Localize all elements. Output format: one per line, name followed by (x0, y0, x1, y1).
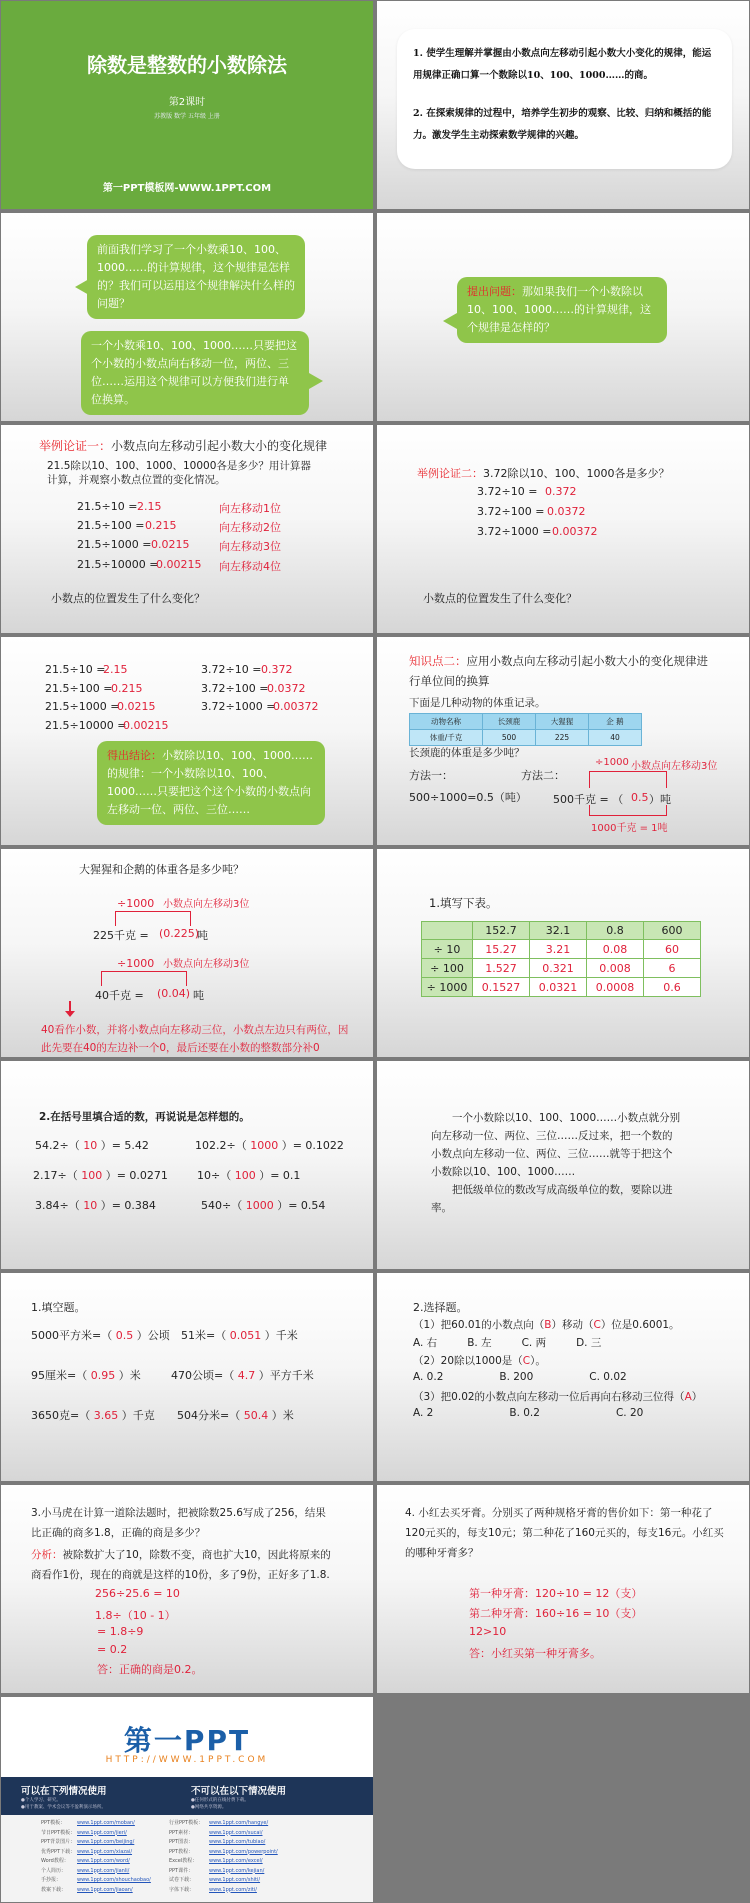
item-text: 10÷（ (197, 1169, 232, 1182)
slide-question (377, 213, 749, 421)
item-text: 5000平方米=（ (31, 1329, 113, 1342)
item-answer: 1000 (250, 1139, 279, 1152)
brackets-title: 2.在括号里填合适的数，再说说是怎样想的。 (39, 1111, 250, 1123)
table-cell: 3.21 (530, 940, 587, 959)
eq-21-5-div-10000-result: 0.00215 (156, 558, 202, 571)
footer-link-label: Word教程： (41, 1858, 69, 1864)
conc-right-3-result: 0.00372 (273, 700, 319, 713)
item-answer: 4.7 (237, 1369, 256, 1382)
disallowed-title: 不可以在以下情况使用 (191, 1786, 287, 1797)
slide-quotient-problem (1, 1485, 373, 1693)
eq-21-5-div-1000-result: 0.0215 (151, 538, 190, 551)
fill-blanks-title: 1.填空题。 (31, 1301, 86, 1314)
table-cell: 0.0321 (530, 978, 587, 997)
link-row (41, 1848, 361, 1858)
footer-link[interactable]: www.1ppt.com/ziti/ (209, 1886, 257, 1893)
option: C. 两 (521, 1337, 547, 1349)
table-cell: 60 (644, 940, 701, 959)
analysis-tag: 分析： (31, 1549, 63, 1561)
footer-link[interactable]: www.1ppt.com/sucai/ (209, 1829, 263, 1836)
item-answer: 100 (234, 1169, 256, 1182)
conclusion-bubble (97, 741, 325, 825)
footer-link-label: PPT模板： (41, 1820, 66, 1826)
example2-header (417, 465, 669, 481)
kp2-tag: 知识点二： (409, 654, 467, 668)
item-answer: 100 (81, 1169, 103, 1182)
move-left-note: 小数点向左移动3位 (163, 899, 250, 910)
item-answer: 0.5 (115, 1329, 134, 1342)
step-4: = 0.2 (97, 1643, 128, 1656)
method-2-eq-right: ）吨 (649, 793, 671, 806)
step-2: 第二种牙膏：160÷16 = 10（支） (469, 1607, 643, 1620)
footer-link-label: PPT教程： (169, 1848, 194, 1855)
div-1000-annotation: ÷1000 (117, 957, 155, 970)
footer-link-label: PPT素材： (169, 1829, 194, 1836)
table-header-cell: 152.7 (473, 922, 530, 940)
question-bubble (457, 277, 667, 343)
item-answer: 0.95 (90, 1369, 116, 1382)
item-text: ）= 0.384 (100, 1199, 156, 1212)
conc-right-1: 3.72÷10 = (201, 663, 262, 676)
giraffe-question: 长颈鹿的体重是多少吨？ (409, 747, 525, 759)
step-1: 第一种牙膏：120÷10 = 12（支） (469, 1587, 643, 1600)
item-answer: 10 (83, 1139, 98, 1152)
conc-right-1-result: 0.372 (261, 663, 293, 676)
method-2-eq-left: 500千克 = （ (553, 793, 624, 806)
move-left-note: 小数点向左移动3位 (163, 959, 250, 970)
div-1000-annotation: ÷1000 (595, 757, 629, 768)
eq-21-5-div-10000: 21.5÷10000 = (77, 558, 159, 571)
question-tag: 提出问题： (467, 285, 522, 298)
eq-3-72-div-100-result: 0.0372 (547, 505, 586, 518)
table-header-cell: 600 (644, 922, 701, 940)
conc-left-2-result: 0.215 (111, 682, 143, 695)
conc-left-2: 21.5÷100 = (45, 682, 113, 695)
method-1-calc: 500÷1000=0.5（吨） (409, 791, 527, 804)
example1-tag: 举例论证一： (39, 439, 112, 453)
link-list (1, 1815, 373, 1902)
footer-link[interactable]: www.1ppt.com/xiazai/ (77, 1848, 133, 1855)
footer-link-label: PPT背景图片： (41, 1839, 76, 1845)
link-row (41, 1867, 361, 1877)
item-text: 54.2÷（ (35, 1139, 80, 1152)
slide-title (1, 1, 373, 209)
gorilla-answer: (0.225) (159, 927, 200, 940)
item-text: 102.2÷（ (195, 1139, 247, 1152)
blank-item-3 (31, 1367, 141, 1383)
bubble-tail (75, 279, 89, 295)
table-cell: 0.6 (644, 978, 701, 997)
q-text: ）。 (530, 1355, 546, 1367)
link-row (41, 1886, 361, 1896)
item-text: 51米=（ (181, 1329, 227, 1342)
conc-left-3-result: 0.0215 (117, 700, 156, 713)
q-text: ） (691, 1391, 703, 1403)
eq-21-5-div-1000-note: 向左移动3位 (219, 540, 281, 553)
slide-example-1 (1, 425, 373, 633)
bracket-item-5 (35, 1197, 156, 1213)
item-text: ）= 0.54 (277, 1199, 326, 1212)
footer-link[interactable]: www.1ppt.com/shouchaobao/ (77, 1877, 151, 1883)
footer-link-label: 节日PPT模板： (41, 1829, 76, 1836)
conc-right-3: 3.72÷1000 = (201, 700, 276, 713)
conc-left-1: 21.5÷10 = (45, 663, 106, 676)
div-1000-annotation: ÷1000 (117, 897, 155, 910)
table-cell: 6 (644, 959, 701, 978)
eq-3-72-div-1000-result: 0.00372 (552, 525, 598, 538)
item-text: ）米 (118, 1369, 141, 1382)
table-cell: 0.08 (587, 940, 644, 959)
example2-tag: 举例论证二： (417, 467, 483, 480)
eq-21-5-div-100: 21.5÷100 = (77, 519, 145, 532)
blank-item-6 (177, 1407, 294, 1423)
table-cell: 40 (589, 730, 642, 746)
bracket (115, 911, 191, 926)
table-cell: 1.527 (473, 959, 530, 978)
blank-item-1 (31, 1327, 170, 1343)
slide-example-2 (377, 425, 749, 633)
eq-3-72-div-10: 3.72÷10 = (477, 485, 538, 498)
q-answer: C (593, 1319, 601, 1331)
conc-right-2-result: 0.0372 (267, 682, 306, 695)
footer-link[interactable]: www.1ppt.com/beijing/ (77, 1839, 135, 1845)
table-header-cell: 企 鹅 (589, 714, 642, 730)
eq-3-72-div-100: 3.72÷100 = (477, 505, 545, 518)
method-2-label: 方法二： (521, 769, 565, 782)
choice-q3-options (413, 1407, 643, 1419)
table-header-cell: 大猩猩 (536, 714, 589, 730)
table-cell: 500 (483, 730, 536, 746)
q-answer: C (522, 1355, 531, 1367)
slide-unit-conversion (377, 637, 749, 845)
q-text: （2）20除以1000是（ (413, 1355, 523, 1367)
conc-left-1-result: 2.15 (103, 663, 128, 676)
penguin-explanation: 40看作小数，并将小数点向左移动三位，小数点左边只有两位，因此先要在40的左边补一个0，最后还要在小数的整数部分补0 (41, 1024, 349, 1054)
slide-title-heading: 除数是整数的小数除法 (87, 53, 287, 77)
table-cell: 0.0008 (587, 978, 644, 997)
answer: 答：正确的商是0.2。 (97, 1663, 203, 1676)
conversion-bracket-bottom (589, 805, 667, 816)
footer-panel (1, 1777, 373, 1902)
choice-q2 (413, 1353, 546, 1368)
table-cell: 0.321 (530, 959, 587, 978)
item-text: 3650克=（ (31, 1409, 91, 1422)
option: A. 2 (413, 1407, 434, 1419)
example1-question: 21.5除以10、100、1000、10000各是多少？用计算器计算，并观察小数点位置的变化情况。 (47, 460, 311, 486)
table-header-cell (422, 922, 473, 940)
option: B. 200 (499, 1371, 534, 1383)
option: B. 左 (467, 1337, 492, 1349)
arrow-down-icon (65, 1011, 75, 1017)
conc-left-4-result: 0.00215 (123, 719, 169, 732)
footer-link[interactable]: www.1ppt.com/powerpoint/ (209, 1848, 278, 1855)
item-text: 504分米=（ (177, 1409, 241, 1422)
table-header-cell: 0.8 (587, 922, 644, 940)
bubble-tail (443, 313, 457, 329)
item-answer: 1000 (245, 1199, 274, 1212)
q-text: （3）把0.02的小数点向左移动一位后再向右移动三位得（ (413, 1391, 685, 1403)
eq-21-5-div-1000: 21.5÷1000 = (77, 538, 152, 551)
footer-link[interactable]: www.1ppt.com/excel/ (209, 1858, 263, 1864)
footer-link-label: 优秀PPT下载： (41, 1848, 76, 1855)
link-row (41, 1838, 361, 1848)
eq-3-72-div-10-result: 0.372 (545, 485, 577, 498)
answer: 答：小红买第一种牙膏多。 (469, 1647, 601, 1660)
item-text: ）= 0.1022 (281, 1139, 344, 1152)
blank-item-4 (171, 1367, 314, 1383)
row-label: ÷ 10 (422, 940, 473, 959)
eq-21-5-div-100-result: 0.215 (145, 519, 177, 532)
item-text: ）= 5.42 (100, 1139, 149, 1152)
lesson-number: 第2课时 (168, 97, 206, 108)
slide-summary (377, 1061, 749, 1269)
row-label: ÷ 1000 (422, 978, 473, 997)
bracket-item-3 (33, 1167, 168, 1183)
footer-link[interactable]: www.1ppt.com/moban/ (77, 1820, 135, 1826)
allowed-text: ●个人学习、研究。 ●用于教案、学术会议等不盈利演示场所。 (21, 1798, 106, 1810)
step-2: 1.8÷（10 - 1） (95, 1609, 176, 1622)
footer-link-label: PPT课件： (169, 1867, 194, 1874)
analysis-text: 被除数扩大了10，除数不变，商也扩大10，因此将原来的商看作1份，现在的商就是这样的10份，多了9份，正好多了1.8. (31, 1549, 331, 1581)
slide-conclusion (1, 637, 373, 845)
footer-link[interactable]: www.1ppt.com/word/ (77, 1858, 130, 1864)
method-1-label: 方法一： (409, 769, 453, 782)
slide-fill-table (377, 849, 749, 1057)
bracket-item-2 (195, 1137, 344, 1153)
conclusion-text: 小数除以10、100、1000……的规律：一个小数除以10、100、1000……只要把这个这个小数的小数点向左移动一位、两位、三位…… (107, 749, 313, 816)
link-row (41, 1819, 361, 1829)
footer-link-label: Excel教程： (169, 1858, 198, 1864)
blank-item-2 (181, 1327, 298, 1343)
bracket-item-4 (197, 1167, 300, 1183)
item-text: 3.84÷（ (35, 1199, 80, 1212)
footer-link[interactable]: www.1ppt.com/jieri/ (77, 1829, 127, 1836)
brand-url: HTTP://WWW.1PPT.COM (105, 1755, 269, 1765)
eq-21-5-div-10000-note: 向左移动4位 (219, 560, 281, 573)
option: A. 0.2 (413, 1371, 444, 1383)
bracket (101, 971, 187, 986)
toothpaste-question: 4. 小红去买牙膏。分别买了两种规格牙膏的售价如下：第一种花了120元买的，每支10元；第二种花了160元买的，每支16元。小红买的哪种牙膏多？ (405, 1507, 724, 1559)
gorilla-unit: 吨 (197, 929, 208, 942)
footer-link-label: 试卷下载： (169, 1877, 195, 1883)
conclusion-tag: 得出结论： (107, 749, 162, 762)
blank-item-5 (31, 1407, 155, 1423)
item-text: ）= 0.1 (259, 1169, 301, 1182)
bracket-item-6 (201, 1197, 325, 1213)
objective-2: 2. 在探索规律的过程中，培养学生初步的观察、比较、归纳和概括的能力。激发学生主动探索数学规律的兴趣。 (413, 108, 712, 141)
gorilla-question: 大猩猩和企鹅的体重各是多少吨？ (79, 863, 244, 876)
footer-link[interactable]: www.1ppt.com/jiaoan/ (77, 1886, 133, 1893)
conc-right-2: 3.72÷100 = (201, 682, 269, 695)
option: D. 三 (576, 1337, 602, 1349)
brand-logo: 第一PPT (123, 1724, 251, 1757)
item-text: ）公顷 (136, 1329, 170, 1342)
unit-relation: 1000千克 = 1吨 (591, 823, 668, 834)
slide-fill-blanks (1, 1273, 373, 1481)
item-text: ）= 0.0271 (105, 1169, 168, 1182)
slide-multiple-choice (377, 1273, 749, 1481)
footer-link-label: 个人简历： (41, 1867, 67, 1874)
footer-link-label: PPT图表： (169, 1839, 194, 1845)
animal-desc: 下面是几种动物的体重记录。 (409, 697, 546, 709)
slide-end (1, 1697, 373, 1902)
step-1: 256÷25.6 = 10 (95, 1587, 180, 1600)
question-text: 那如果我们一个小数除以10、100、1000……的计算规律，这个规律是怎样的？ (467, 285, 651, 334)
slide-review (1, 213, 373, 421)
summary-para-1: 一个小数除以10、100、1000……小数点就分别向左移动一位、两位、三位……反过来，把一个数的小数点向左移动一位、两位、三位……就等于把这个小数除以10、100、1000…… (431, 1112, 681, 1178)
item-answer: 10 (83, 1199, 98, 1212)
step-3: = 1.8÷9 (97, 1625, 144, 1638)
step-3: 12>10 (469, 1625, 507, 1638)
footer-link-label: 字体下载： (169, 1886, 195, 1893)
q-text: ）移动（ (551, 1319, 594, 1331)
move-left-note: 小数点向左移动3位 (631, 761, 718, 772)
table-cell: 15.27 (473, 940, 530, 959)
footer-link[interactable]: www.1ppt.com/tubiao/ (209, 1839, 266, 1845)
item-answer: 0.051 (229, 1329, 262, 1342)
item-text: 470公顷=（ (171, 1369, 235, 1382)
example1-header (39, 437, 327, 454)
option: A. 右 (413, 1337, 438, 1349)
objective-1: 1. 使学生理解并掌握由小数点向左移动引起小数大小变化的规律，能运用规律正确口算一个数除以10、100、1000……的商。 (413, 48, 712, 81)
eq-21-5-div-10-note: 向左移动1位 (219, 502, 281, 515)
slide-gorilla-penguin (1, 849, 373, 1057)
objectives-card (397, 29, 732, 169)
item-text: 95厘米=（ (31, 1369, 88, 1382)
item-text: ）千克 (121, 1409, 155, 1422)
slide-toothpaste-problem (377, 1485, 749, 1693)
footer-link-label: 手抄报： (41, 1877, 62, 1883)
example2-prompt: 小数点的位置发生了什么变化？ (423, 592, 577, 605)
eq-3-72-div-1000: 3.72÷1000 = (477, 525, 552, 538)
quotient-question: 3.小马虎在计算一道除法题时，把被除数25.6写成了256，结果比正确的商多1.8，正确的商是多少？ (31, 1507, 326, 1539)
item-text: ）千米 (264, 1329, 298, 1342)
table-header-cell: 长颈鹿 (483, 714, 536, 730)
bracket-item-1 (35, 1137, 149, 1153)
option: C. 20 (615, 1407, 644, 1419)
link-row (41, 1829, 361, 1839)
footer-link-label: 行业PPT模板： (169, 1820, 204, 1826)
footer-link-label: 教案下载： (41, 1886, 67, 1893)
choice-title: 2.选择题。 (413, 1301, 468, 1314)
item-answer: 3.65 (93, 1409, 119, 1422)
example2-question: 3.72除以10、100、1000各是多少？ (483, 467, 670, 480)
table-header-cell: 动物名称 (410, 714, 483, 730)
quotient-analysis (31, 1545, 331, 1585)
kp2-header (409, 651, 719, 691)
q-text: ）位是0.6001。 (600, 1319, 680, 1331)
option: B. 0.2 (509, 1407, 540, 1419)
example1-title: 小数点向左移动引起小数大小的变化规律 (111, 439, 328, 453)
eq-21-5-div-10-result: 2.15 (137, 500, 162, 513)
link-row (41, 1876, 361, 1886)
method-2-answer: 0.5 (631, 791, 649, 804)
footer-link[interactable]: www.1ppt.com/kejian/ (209, 1867, 265, 1874)
gorilla-eq: 225千克 = (93, 929, 149, 942)
slide-objectives (377, 1, 749, 209)
eq-21-5-div-10: 21.5÷10 = (77, 500, 138, 513)
fill-table-title: 1.填写下表。 (429, 896, 498, 910)
q-answer: A (684, 1391, 692, 1403)
footer-link[interactable]: www.1ppt.com/shiti/ (209, 1877, 261, 1883)
conversion-bracket-top (589, 771, 667, 788)
penguin-eq: 40千克 = (95, 989, 144, 1002)
eq-21-5-div-100-note: 向左移动2位 (219, 521, 281, 534)
choice-q2-options (413, 1371, 627, 1383)
table-cell: 体重/千克 (410, 730, 483, 746)
item-answer: 50.4 (243, 1409, 269, 1422)
choice-q3 (413, 1389, 702, 1404)
row-label: ÷ 100 (422, 959, 473, 978)
conc-left-3: 21.5÷1000 = (45, 700, 120, 713)
item-text: 2.17÷（ (33, 1169, 78, 1182)
table-cell: 0.008 (587, 959, 644, 978)
item-text: 540÷（ (201, 1199, 243, 1212)
footer-link[interactable]: www.1ppt.com/hangye/ (209, 1820, 269, 1826)
conc-left-4: 21.5÷10000 = (45, 719, 127, 732)
site-footer: 第一PPT模板网-WWW.1PPT.COM (102, 183, 272, 194)
table-cell: 225 (536, 730, 589, 746)
penguin-unit: 吨 (193, 989, 204, 1002)
link-row (41, 1857, 361, 1867)
table-header-cell: 32.1 (530, 922, 587, 940)
kp2-title: 应用小数点向左移动引起小数大小的变化规律进行单位间的换算 (409, 654, 708, 688)
slide-fill-brackets (1, 1061, 373, 1269)
review-question-bubble: 前面我们学习了一个小数乘10、100、1000……的计算规律，这个规律是怎样的？我们可以运用这个规律解决什么样的问题？ (87, 235, 305, 319)
q-text: （1）把60.01的小数点向（ (413, 1319, 545, 1331)
animal-weight-table (409, 713, 642, 746)
item-text: ）平方千米 (258, 1369, 314, 1382)
choice-q1 (413, 1317, 680, 1332)
q-answer: B (544, 1319, 552, 1331)
option: C. 0.02 (589, 1371, 627, 1383)
choice-q1-options (413, 1335, 601, 1350)
example1-prompt: 小数点的位置发生了什么变化？ (51, 592, 205, 605)
footer-link[interactable]: www.1ppt.com/jianli/ (77, 1867, 130, 1874)
table-cell: 0.1527 (473, 978, 530, 997)
disallowed-text: ●任何形式的在线付费下载。 ●网络共享资源。 (191, 1798, 249, 1810)
summary-para-2: 把低级单位的数改写成高级单位的数，要除以进率。 (431, 1184, 673, 1214)
allowed-title: 可以在下列情况使用 (21, 1786, 107, 1797)
bubble-tail (309, 373, 323, 389)
review-answer-bubble: 一个小数乘10、100、1000……只要把这个小数的小数点向右移动一位，两位、三位……运用这个规律可以方便我们进行单位换算。 (81, 331, 309, 415)
penguin-answer: (0.04) (157, 987, 191, 1000)
item-text: ）米 (271, 1409, 294, 1422)
division-table (421, 921, 701, 997)
edition-meta: 苏教版 数学 五年级 上册 (154, 113, 220, 120)
